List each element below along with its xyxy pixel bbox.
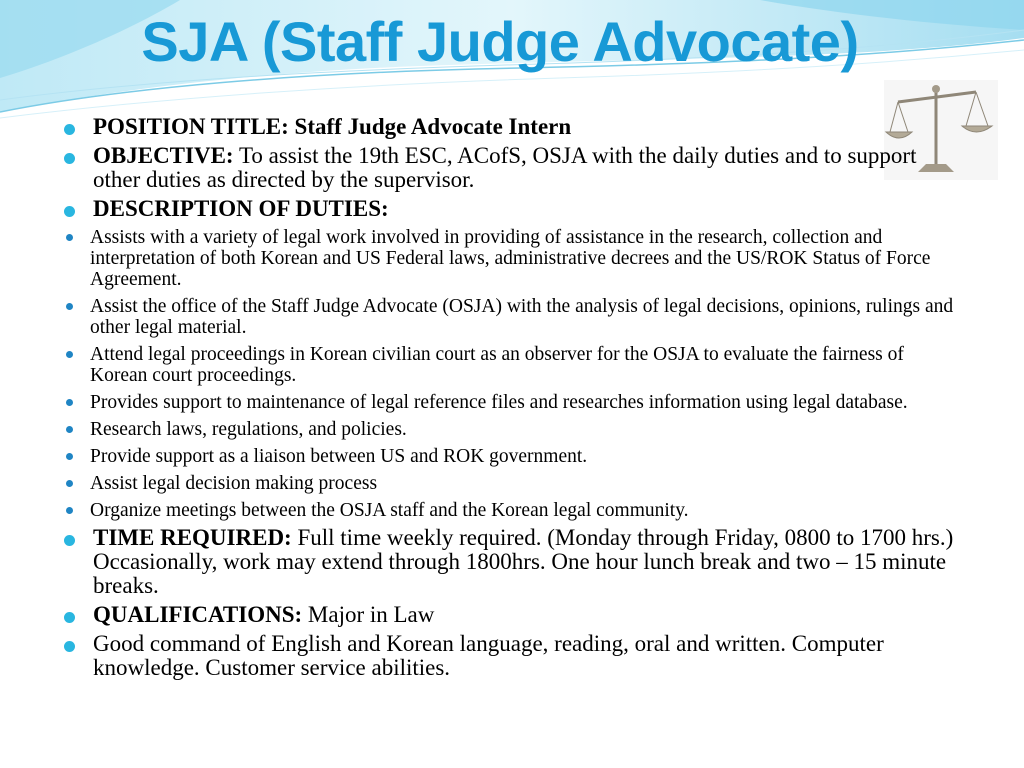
- duty-text: Research laws, regulations, and policies.: [90, 419, 407, 440]
- duty-text: Assist the office of the Staff Judge Advocate (OSJA) with the analysis of legal decisions, opinions, rulings and other legal material.: [90, 296, 954, 338]
- position-title-value: Staff Judge Advocate Intern: [294, 114, 572, 139]
- slide-title: SJA (Staff Judge Advocate): [141, 10, 859, 73]
- bullet-list: [64, 115, 964, 680]
- list-item: [90, 296, 964, 338]
- list-item: [90, 446, 964, 467]
- bullet-dot-icon: [64, 153, 75, 164]
- duties-label: DESCRIPTION OF DUTIES:: [93, 196, 389, 221]
- qualifications-text: Major in Law: [307, 602, 435, 627]
- duties-list: [90, 227, 964, 521]
- objective-bullet: [64, 144, 964, 192]
- list-item: [90, 392, 964, 413]
- qualifications-label: QUALIFICATIONS:: [93, 602, 303, 627]
- time-required-label: TIME REQUIRED:: [93, 525, 292, 550]
- sub-bullet-dot-icon: [66, 426, 73, 433]
- sub-bullet-dot-icon: [66, 507, 73, 514]
- bullet-dot-icon: [64, 612, 75, 623]
- objective-label: OBJECTIVE:: [93, 143, 234, 168]
- skills-bullet: [64, 632, 964, 680]
- slide-body: [64, 110, 964, 680]
- duty-text: Provide support as a liaison between US and ROK government.: [90, 446, 588, 467]
- duties-bullet: [64, 197, 964, 521]
- sub-bullet-dot-icon: [66, 453, 73, 460]
- sub-bullet-dot-icon: [66, 399, 73, 406]
- bullet-dot-icon: [64, 206, 75, 217]
- bullet-dot-icon: [64, 124, 75, 135]
- duty-text: Attend legal proceedings in Korean civilian court as an observer for the OSJA to evaluate the fairness of Korean court proceedings.: [90, 344, 904, 386]
- list-item: [90, 473, 964, 494]
- bullet-dot-icon: [64, 535, 75, 546]
- list-item: [90, 419, 964, 440]
- time-required-bullet: [64, 526, 964, 598]
- duty-text: Provides support to maintenance of legal reference files and researches information using legal database.: [90, 392, 908, 413]
- sub-bullet-dot-icon: [66, 351, 73, 358]
- position-title-bullet: [64, 115, 964, 139]
- duty-text: Assist legal decision making process: [90, 473, 378, 494]
- time-required-text: Full time weekly required. (Monday through Friday, 0800 to 1700 hrs.) Occasionally, work may extend through 1800hrs. One hour lunch break and two – 15 minute breaks.: [93, 525, 954, 598]
- list-item: [90, 344, 964, 386]
- bullet-dot-icon: [64, 641, 75, 652]
- list-item: [90, 500, 964, 521]
- duty-text: Organize meetings between the OSJA staff and the Korean legal community.: [90, 500, 689, 521]
- sub-bullet-dot-icon: [66, 303, 73, 310]
- sub-bullet-dot-icon: [66, 234, 73, 241]
- position-title-label: POSITION TITLE:: [93, 114, 289, 139]
- qualifications-bullet: [64, 603, 964, 627]
- duty-text: Assists with a variety of legal work involved in providing of assistance in the research, collection and interpretation of both Korean and US Federal laws, administrative decrees and the US/ROK Status of Force Agreement.: [90, 227, 931, 290]
- skills-text: Good command of English and Korean language, reading, oral and written. Computer knowledge. Customer service abilities.: [93, 631, 884, 680]
- objective-text: To assist the 19th ESC, ACofS, OSJA with the daily duties and to support other duties as directed by the supervisor.: [93, 143, 917, 192]
- sub-bullet-dot-icon: [66, 480, 73, 487]
- list-item: [90, 227, 964, 290]
